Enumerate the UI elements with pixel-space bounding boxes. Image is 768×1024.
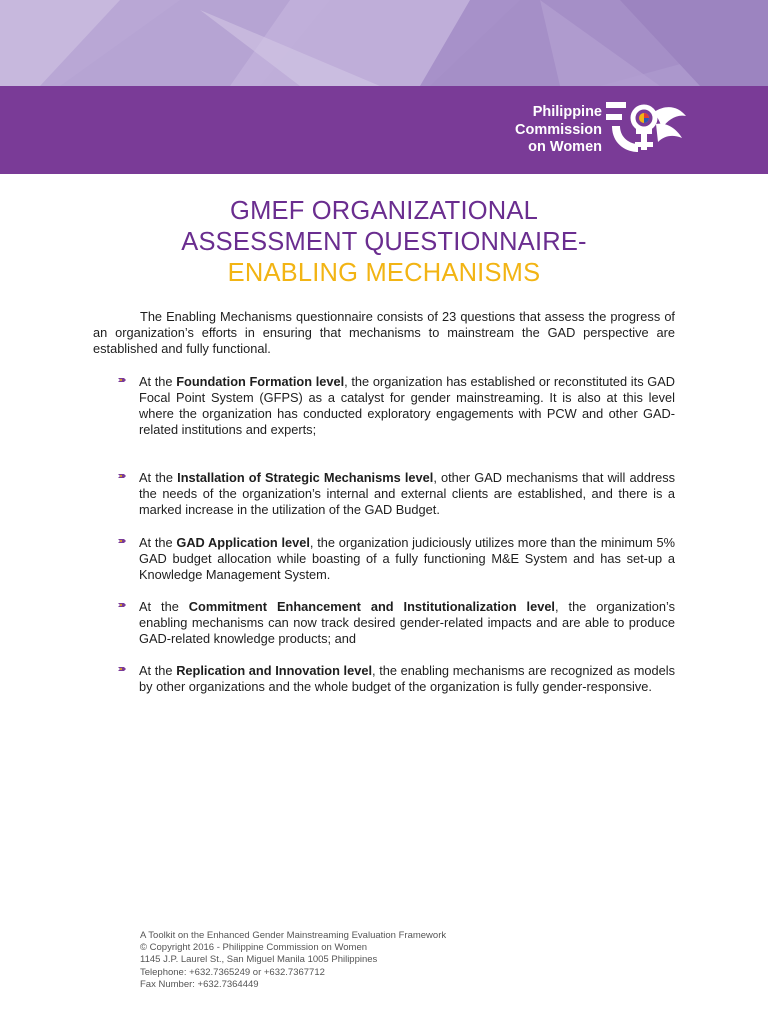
item-prefix: At the [139,374,177,389]
bullet-icon [117,375,127,385]
org-name-line: on Women [528,139,602,155]
list-item-text [139,470,675,518]
footer-fax: Fax Number: +632.7364449 [140,978,259,990]
item-level-name: Installation of Strategic Mechanisms level [177,470,434,485]
bullet-icon [117,536,127,546]
footer-copyright: © Copyright 2016 - Philippine Commission on Women [140,942,368,954]
bullet-icon [117,664,127,674]
footer-telephone: Telephone: +632.7365249 or +632.7367712 [140,966,325,978]
item-level-name: Commitment Enhancement and Institutionalization level [188,599,555,614]
item-description: , the organization’s enabling mechanisms can now track desired gender-related impacts and are able to produce GAD-related knowledge products; and [139,599,675,646]
item-prefix: At the [139,470,178,485]
item-level-name: GAD Application level [176,535,310,550]
intro-paragraph: The Enabling Mechanisms questionnaire consists of 23 questions that assess the progress of an organization’s efforts in ensuring that mechanisms to mainstream the GAD perspective are established and fully functional. [93,309,675,356]
item-level-name: Foundation Formation level [176,374,345,389]
bullet-icon [117,600,127,610]
title-line-1: GMEF ORGANIZATIONAL [230,197,538,225]
item-prefix: At the [139,663,177,678]
list-item-text [139,663,675,695]
footer-toolkit-title: A Toolkit on the Enhanced Gender Mainstreaming Evaluation Framework [140,930,447,941]
item-prefix: At the [139,535,177,550]
footer-address: 1145 J.P. Laurel St., San Miguel Manila 1005 Philippines [140,954,378,966]
banner-pattern [0,0,768,86]
list-item-text [139,599,675,647]
list-item-text [139,535,675,583]
org-name-line: Commission [514,121,602,138]
footer [140,930,446,991]
list-item-text [139,374,675,438]
pcw-logo-icon [604,94,688,166]
item-description: , the organization judiciously utilizes more than the minimum 5% GAD budget allocation while boasting of a fully functioning M&E System and has set-up a Knowledge Management System. [139,535,675,582]
item-description: , the organization has established or reconstituted its GAD Focal Point System (GFPS) as a catalyst for gender mainstreaming. It is also at this level where the organization has conducted exploratory engagements with PCW and other GAD-related institutions and experts; [139,374,675,437]
bullet-icon [117,471,127,481]
title-line-3: ENABLING MECHANISMS [227,259,541,287]
title-line-2: ASSESSMENT QUESTIONNAIRE- [181,228,587,256]
org-name-line: Philippine [532,104,602,120]
org-name [492,104,602,157]
item-description: , the enabling mechanisms are recognized as models by other organizations and the whole budget of the organization is fully gender-responsive. [139,663,675,694]
decorative-banner [0,0,768,86]
page-title [0,196,768,289]
item-level-name: Replication and Innovation level [176,663,373,678]
item-description: , other GAD mechanisms that will address the needs of the organization’s internal and external clients are established, and there is a marked increase in the utilization of the GAD Budget. [139,470,675,517]
item-prefix: At the [139,599,189,614]
